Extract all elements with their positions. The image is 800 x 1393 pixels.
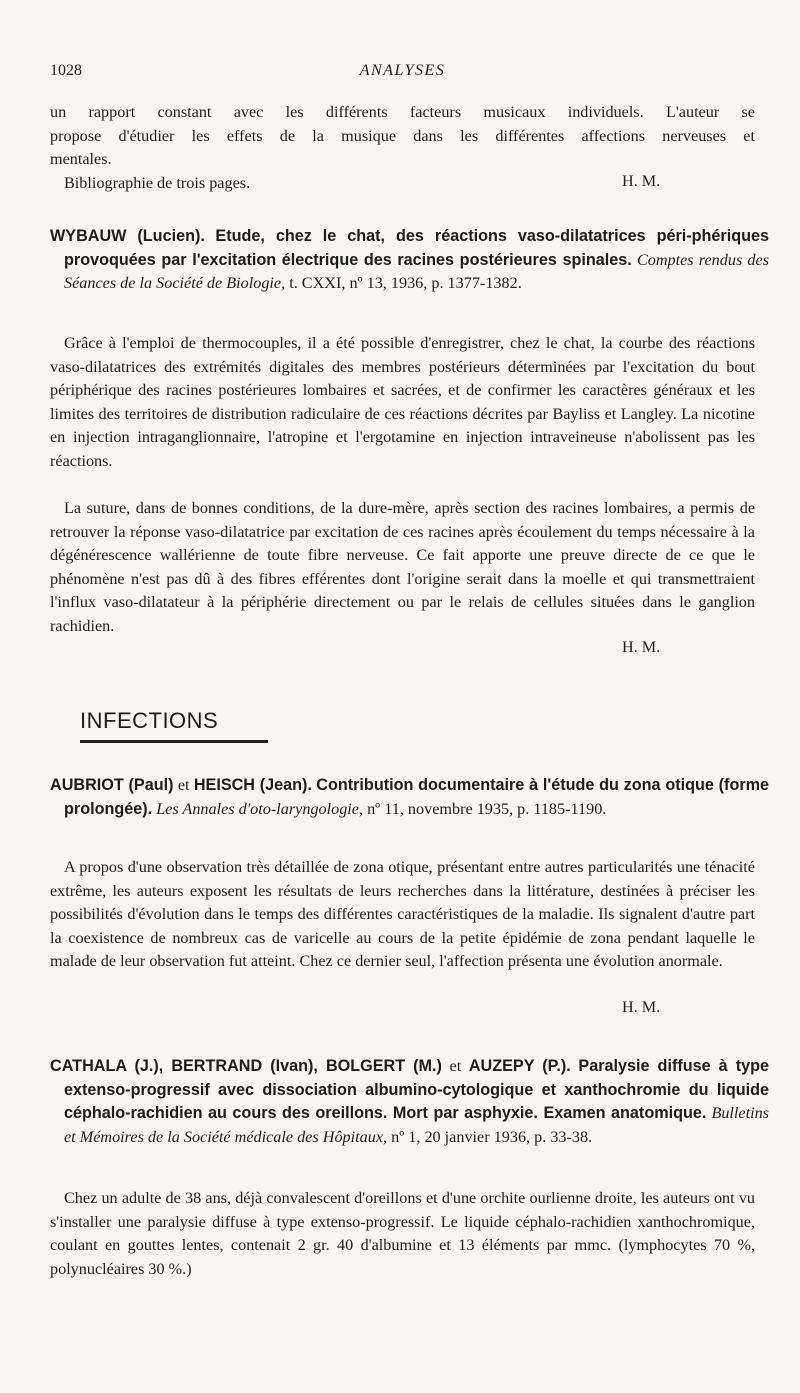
page-header bbox=[50, 62, 755, 88]
section-rule bbox=[80, 740, 268, 743]
aubriot-reference: nº 11, novembre 1935, p. 1185-1190. bbox=[367, 799, 607, 818]
cathala-reference: nº 1, 20 janvier 1936, p. 33-38. bbox=[391, 1127, 593, 1146]
wybauw-signature: H. M. bbox=[622, 638, 661, 656]
wybauw-reference: t. CXXI, nº 13, 1936, p. 1377-1382. bbox=[289, 274, 522, 292]
wybauw-title: Etude, chez le chat, des réactions vaso-dilatatrices péri-phériques provoquées par l'excitation électrique des racines postérieures spinales. bbox=[64, 227, 770, 269]
wybauw-abstract-p1: Grâce à l'emploi de thermocouples, il a été possible d'enregistrer, chez le chat, la courbe des réactions vaso-dilatatrices des extrémités digitales des membres postérieurs déterminées par l'excitation du bout périphérique des racines postérieures lombaires et sacrées, et de confirmer les caractères généraux et les limites des territoires de distribution radiculaire de ces réactions décrites par Bayliss et Langley. La nicotine en injection intraganglionnaire, l'atropine et l'ergotamine en injection intraveineuse n'abolissent pas les réactions. bbox=[50, 334, 755, 470]
wybauw-citation bbox=[50, 225, 769, 296]
intro-bibliography: Bibliographie de trois pages. bbox=[64, 174, 251, 192]
cathala-authors-1: CATHALA (J.), BERTRAND (Ivan), BOLGERT (M.) bbox=[50, 1057, 442, 1075]
aubriot-signature: H. M. bbox=[622, 998, 661, 1016]
aubriot-journal: Les Annales d'oto-laryngologie, bbox=[156, 799, 364, 818]
cathala-journal: Bulletins et Mémoires de la Société médicale des Hôpitaux, bbox=[64, 1104, 769, 1146]
cathala-et: et bbox=[449, 1057, 462, 1075]
aubriot-citation bbox=[50, 774, 769, 821]
cathala-abstract: Chez un adulte de 38 ans, déjà convalescent d'oreillons et d'une orchite ourlienne droite, les auteurs ont vu s'installer une paralysie diffuse à type extenso-progressif. Le liquide céphalo-rachidien xanthochromique, coulant en gouttes lentes, contenait 2 gr. 40 d'albumine et 13 éléments par mmc. (lymphocytes 70 %, polynucléaires 30 %.) bbox=[50, 1189, 755, 1278]
cathala-citation bbox=[50, 1055, 769, 1149]
wybauw-authors: WYBAUW (Lucien). bbox=[50, 227, 205, 245]
wybauw-abstract-p2: La suture, dans de bonnes conditions, de la dure-mère, après section des racines lombaires, a permis de retrouver la réponse vaso-dilatatrice par excitation de ces racines après écoulement du temps nécessaire à la dégénérescence wallérienne de toute fibre nerveuse. Ce fait apporte une preuve directe de ce que le phénomène n'est pas dû à des fibres efférentes dont l'origine serait dans la moelle et qui transmettraient l'influx vaso-dilatateur à la périphérie directement ou par le relais de cellules situées dans le ganglion rachidien. bbox=[50, 499, 755, 635]
cathala-author-last: AUZEPY (P.). bbox=[468, 1057, 571, 1075]
aubriot-et: et bbox=[177, 776, 190, 794]
aubriot-abstract: A propos d'une observation très détaillée de zona otique, présentant entre autres particularités une ténacité extrême, les auteurs exposent les résultats de leurs recherches dans la littérature, destinées à préciser les possibilités d'évolution dans le temps des différentes caractéristiques de la maladie. Ils signalent d'autre part la coexistence de nombreux cas de varicelle au cours de la petite épidémie de zona pendant laquelle le malade de leur observation fut atteint. Chez ce dernier seul, l'affection présenta une évolution anormale. bbox=[50, 858, 755, 970]
aubriot-title: Contribution documentaire à l'étude du zona otique (forme prolongée). bbox=[64, 776, 770, 818]
intro-signature: H. M. bbox=[622, 172, 661, 190]
aubriot-author-1: AUBRIOT (Paul) bbox=[50, 776, 174, 794]
intro-line: un rapport constant avec les différents facteurs musicaux individuels. L'auteur se bbox=[50, 103, 755, 121]
wybauw-journal: Comptes rendus des Séances de la Société de Biologie, bbox=[64, 250, 770, 292]
section-heading: INFECTIONS bbox=[80, 708, 219, 733]
cathala-title: Paralysie diffuse à type extenso-progressif avec dissociation albumino-cytologique et xanthochromie du liquide céphalo-rachidien au cours des oreillons. Mort par asphyxie. Examen anatomique. bbox=[64, 1057, 770, 1122]
intro-line: mentales. bbox=[50, 150, 112, 168]
intro-paragraph bbox=[50, 101, 755, 172]
intro-line: propose d'étudier les effets de la musique dans les différentes affections nerveuses et bbox=[50, 126, 755, 145]
page-number: 1028 bbox=[50, 62, 82, 79]
aubriot-author-2: HEISCH (Jean). bbox=[193, 776, 312, 794]
running-head: ANALYSES bbox=[359, 62, 446, 79]
